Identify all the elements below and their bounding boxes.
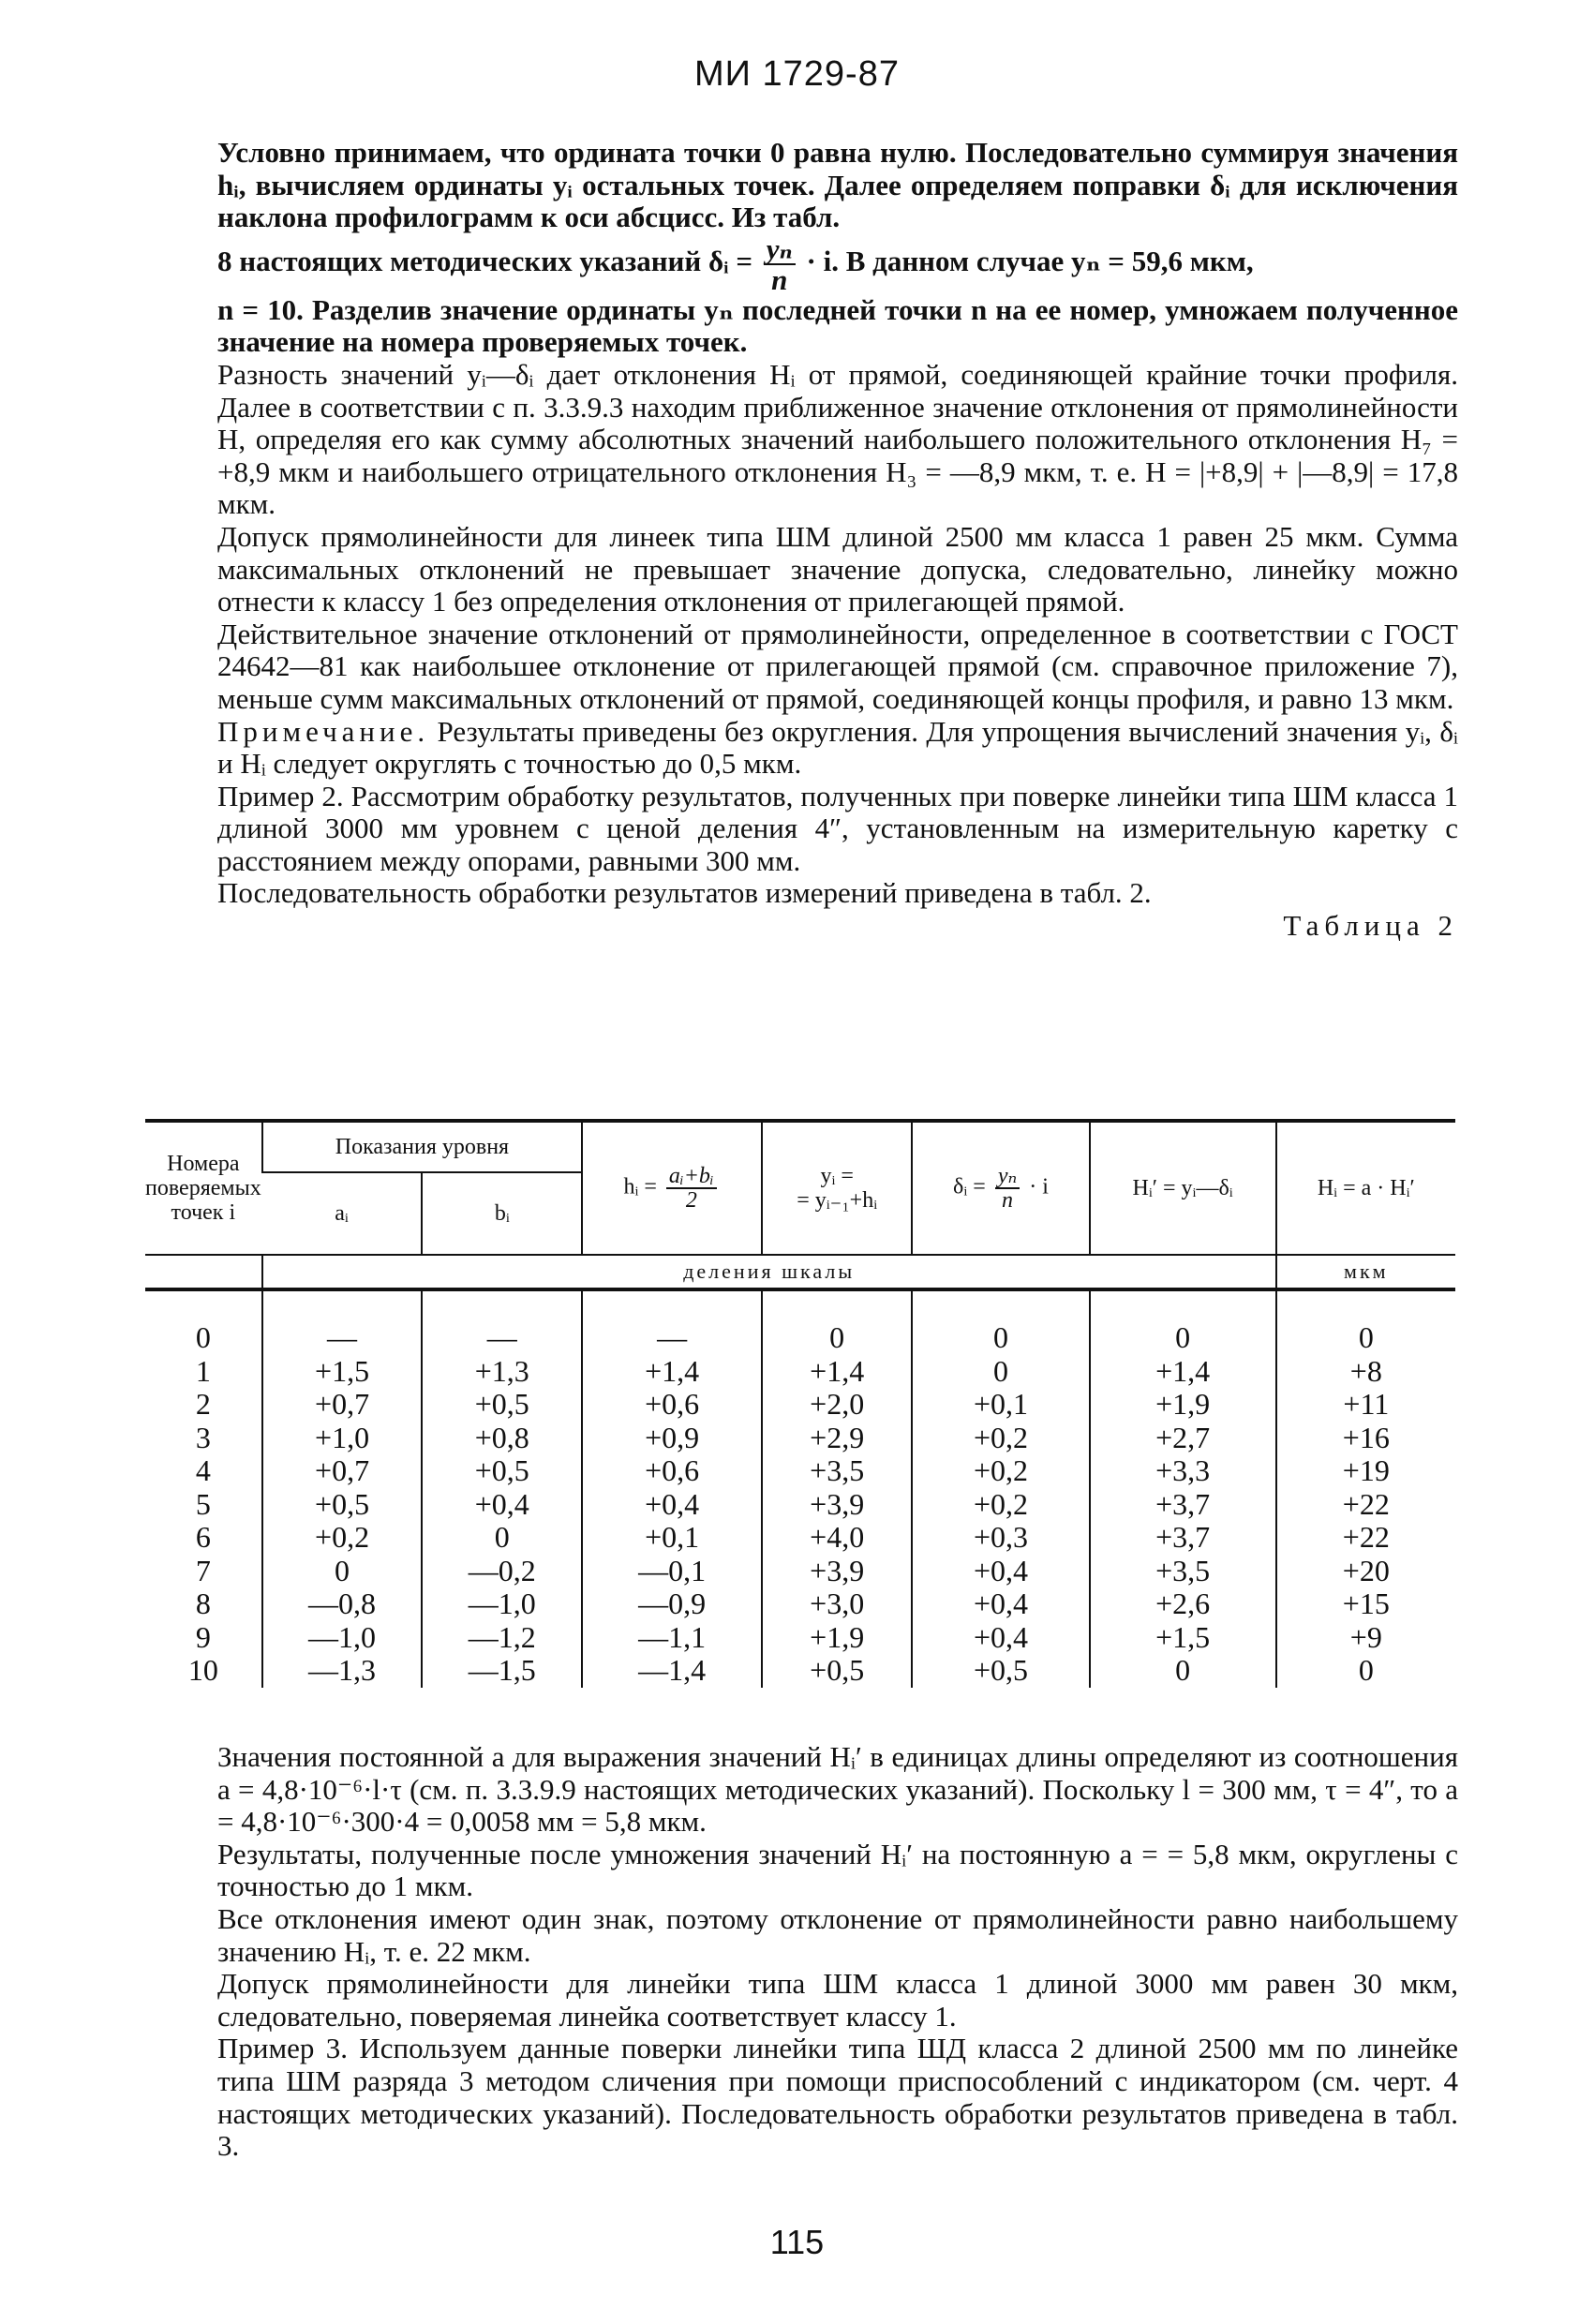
table-cell: +0,2 xyxy=(912,1454,1089,1488)
table-cell: +22 xyxy=(1276,1488,1455,1522)
table-cell: +1,9 xyxy=(1090,1388,1276,1422)
table-body xyxy=(145,1289,1455,1688)
table-cell: +1,3 xyxy=(422,1355,582,1389)
delta-formula-denominator: n xyxy=(771,262,788,296)
paragraph-q3: Все отклонения имеют один знак, поэтому отклонение от прямолинейности равно наибольшему значению Hᵢ, т. е. 22 мкм. xyxy=(217,1901,1458,1968)
table-cell: +9 xyxy=(1276,1621,1455,1655)
table-cell: +2,9 xyxy=(762,1422,912,1455)
results-table xyxy=(145,1119,1455,1688)
units-empty xyxy=(145,1255,262,1289)
table-cell: +0,3 xyxy=(912,1521,1089,1555)
table-cell: +3,0 xyxy=(762,1587,912,1621)
table-cell: 4 xyxy=(195,1453,211,1487)
table-cell: +8 xyxy=(1276,1355,1455,1389)
table-cell: +2,6 xyxy=(1090,1587,1276,1621)
header-hprime: Hᵢ′ = yᵢ—δᵢ xyxy=(1090,1121,1276,1255)
table-cell: —1,1 xyxy=(582,1621,762,1655)
table-cell: +0,5 xyxy=(912,1654,1089,1688)
table-row xyxy=(145,1454,1455,1488)
table-cell: +0,7 xyxy=(262,1454,423,1488)
paragraph-2: Разность значений yᵢ—δᵢ дает отклонения Hᵢ от прямой, соединяющей крайние точки профиля. Далее в соответствии с п. 3.3.9.3 находим приближенное значение отклонения от прямолинейности H, определяя его как сумму абсолютных значений наибольшего положительного отклонения H₇ = +8,9 мкм и наибольшего отрицательного отклонения H₃ = —8,9 мкм, т. е. H = |+8,9| + |—8,9| = 17,8 мкм. xyxy=(217,357,1458,521)
table-cell: 6 xyxy=(195,1520,211,1554)
table-row xyxy=(145,1521,1455,1555)
paragraph-3: Допуск прямолинейности для линеек типа ШМ длиной 2500 мм класса 1 равен 25 мкм. Сумма максимальных отклонений не превышает значение допуска, следовательно, линейку можно отнести к классу 1 без определения отклонения от прилегающей прямой. xyxy=(217,519,1458,618)
table-cell: 0 xyxy=(1276,1654,1455,1688)
table-cell: +0,5 xyxy=(422,1454,582,1488)
table-cell: +19 xyxy=(1276,1454,1455,1488)
paragraph-q5: Пример 3. Используем данные поверки линейки типа ШД класса 2 длиной 2500 мм по линейке типа ШМ разряда 3 методом сличения при помощи приспособлений с индикатором (см. черт. 4 настоящих методических указаний). Последовательность обработки результатов приведена в табл. 3. xyxy=(217,2032,1458,2163)
paragraph-q2: Результаты, полученные после умножения значений Hᵢ′ на постоянную a = = 5,8 мкм, округлены с точностью до 1 мкм. xyxy=(217,1837,1458,1903)
delta-formula-numerator: yₙ xyxy=(764,234,796,265)
table-cell: +3,3 xyxy=(1090,1454,1276,1488)
table-cell: +0,4 xyxy=(582,1488,762,1522)
table-row xyxy=(145,1621,1455,1655)
table-cell: +0,7 xyxy=(262,1388,423,1422)
paragraph-1c: n = 10. Разделив значение ординаты yₙ последней точки n на ее номер, умножаем полученное значение на номера проверяемых точек. xyxy=(217,292,1458,359)
table-cell: 0 xyxy=(912,1289,1089,1355)
table-cell: +1,4 xyxy=(1090,1355,1276,1389)
paragraph-5: Пример 2. Рассмотрим обработку результатов, полученных при поверке линейки типа ШМ класса 1 длиной 3000 мм уровнем с ценой деления 4″, установленным на измерительную каретку с расстоянием между опорами, равными 300 мм. xyxy=(217,779,1458,877)
table-cell: +0,2 xyxy=(912,1422,1089,1455)
table-cell: —1,0 xyxy=(262,1621,423,1655)
header-delta-numerator: yₙ xyxy=(995,1165,1020,1189)
table-cell: 1 xyxy=(195,1353,211,1388)
table-cell: 3 xyxy=(195,1420,211,1454)
header-y-line1: yᵢ = xyxy=(820,1164,854,1188)
header-delta-denominator: n xyxy=(1002,1188,1014,1213)
table-cell: +0,4 xyxy=(912,1621,1089,1655)
table-cell: 0 xyxy=(762,1289,912,1355)
table-cell: —0,2 xyxy=(422,1555,582,1588)
table-cell: +2,0 xyxy=(762,1388,912,1422)
header-delta-rhs: · i xyxy=(1029,1174,1049,1199)
table-cell: +1,0 xyxy=(262,1422,423,1455)
table-cell: +15 xyxy=(1276,1587,1455,1621)
header-h-lhs: hᵢ = xyxy=(623,1174,657,1199)
body-text-upper xyxy=(217,137,1458,943)
table-cell: —0,1 xyxy=(582,1555,762,1588)
table-row xyxy=(145,1488,1455,1522)
header-hfinal: Hᵢ = a · Hᵢ′ xyxy=(1276,1121,1455,1255)
table-cell: +0,1 xyxy=(912,1388,1089,1422)
note-paragraph xyxy=(217,716,1458,781)
table-cell: +2,7 xyxy=(1090,1422,1276,1455)
paragraph-6: Последовательность обработки результатов измерений приведена в табл. 2. xyxy=(217,876,1152,910)
paragraph-1a: Условно принимаем, что ордината точки 0 равна нулю. Последовательно суммируя значения hᵢ, вычисляем ординаты yᵢ остальных точек. Далее определяем поправки δᵢ для исключения наклона профилограмм к оси абсцисс. Из табл. xyxy=(217,136,1458,234)
table-cell: +0,5 xyxy=(422,1388,582,1422)
table-row xyxy=(145,1555,1455,1588)
table-cell: +3,9 xyxy=(762,1488,912,1522)
table-cell: +3,9 xyxy=(762,1555,912,1588)
body-text-lower xyxy=(217,1741,1458,2163)
header-delta xyxy=(912,1121,1089,1255)
table-cell: +0,5 xyxy=(262,1488,423,1522)
table-cell: —1,3 xyxy=(262,1654,423,1688)
table-cell: +0,4 xyxy=(912,1555,1089,1588)
table-cell: —0,8 xyxy=(262,1587,423,1621)
table-cell: +3,7 xyxy=(1090,1521,1276,1555)
table-cell: +0,2 xyxy=(912,1488,1089,1522)
table-cell: +0,6 xyxy=(582,1454,762,1488)
table-cell: +1,5 xyxy=(1090,1621,1276,1655)
table-cell: +16 xyxy=(1276,1422,1455,1455)
table-cell: +4,0 xyxy=(762,1521,912,1555)
header-h-denominator: 2 xyxy=(685,1188,697,1213)
table-cell: +3,5 xyxy=(1090,1555,1276,1588)
table-cell: +0,4 xyxy=(912,1587,1089,1621)
table-cell: 8 xyxy=(195,1587,211,1620)
paragraph-q1: Значения постоянной a для выражения значений Hᵢ′ в единицах длины определяют из соотношения a = 4,8·10⁻⁶·l·τ (см. п. 3.3.9.9 настоящих методических указаний). Поскольку l = 300 мм, τ = 4″, то a = 4,8·10⁻⁶·300·4 = 0,0058 мм = 5,8 мкм. xyxy=(217,1740,1458,1839)
table-row xyxy=(145,1587,1455,1621)
table-cell: +0,6 xyxy=(582,1388,762,1422)
page-number: 115 xyxy=(769,2223,825,2261)
table-cell: 0 xyxy=(195,1320,211,1354)
table-cell: — xyxy=(262,1289,423,1355)
table-cell: +0,5 xyxy=(762,1654,912,1688)
table-cell: —0,9 xyxy=(582,1587,762,1621)
table-row xyxy=(145,1422,1455,1455)
table-cell: 0 xyxy=(1090,1289,1276,1355)
paragraph-q4: Допуск прямолинейности для линейки типа ШМ класса 1 длиной 3000 мм равен 30 мкм, следовательно, поверяемая линейка соответствует классу 1. xyxy=(217,1967,1458,2033)
header-delta-fraction xyxy=(995,1165,1020,1212)
table-cell: +20 xyxy=(1276,1555,1455,1588)
table-cell: 9 xyxy=(195,1619,211,1654)
table-cell: +1,4 xyxy=(762,1355,912,1389)
note-label: Примечание. xyxy=(217,714,430,748)
table-cell: +0,2 xyxy=(262,1521,423,1555)
document-code: МИ 1729-87 xyxy=(694,54,900,94)
header-h-numerator: aᵢ+bᵢ xyxy=(666,1165,717,1189)
header-b: bᵢ xyxy=(422,1172,582,1255)
paragraph-1b-prefix: 8 настоящих методических указаний δᵢ = xyxy=(217,244,753,277)
table-cell: +0,8 xyxy=(422,1422,582,1455)
table-cell: 7 xyxy=(195,1553,211,1587)
table-cell: — xyxy=(422,1289,582,1355)
table-cell: —1,2 xyxy=(422,1621,582,1655)
table-row xyxy=(145,1388,1455,1422)
header-h-fraction xyxy=(666,1165,717,1212)
table-cell: — xyxy=(582,1289,762,1355)
header-a: aᵢ xyxy=(335,1201,349,1226)
table-cell: —1,5 xyxy=(422,1654,582,1688)
table-cell: +1,4 xyxy=(582,1355,762,1389)
table-cell: 0 xyxy=(1276,1289,1455,1355)
paragraph-4: Действительное значение отклонений от прямолинейности, определенное в соответствии с ГОСТ 24642—81 как наибольшее отклонение от прилегающей прямой (см. справочное приложение 7), меньше сумм максимальных отклонений от прямой, соединяющей концы профиля, и равно 13 мкм. xyxy=(217,617,1458,715)
table-cell: +0,1 xyxy=(582,1521,762,1555)
table-cell: 0 xyxy=(912,1355,1089,1389)
table-cell: +3,5 xyxy=(762,1454,912,1488)
table-cell: +11 xyxy=(1276,1388,1455,1422)
header-delta-lhs: δᵢ = xyxy=(953,1174,986,1199)
table-row xyxy=(145,1654,1455,1688)
table-caption: Таблица 2 xyxy=(1283,909,1458,943)
units-um: мкм xyxy=(1276,1255,1455,1289)
table-cell: 0 xyxy=(422,1521,582,1555)
header-points: Номера поверяемых точек i xyxy=(145,1121,262,1255)
table-cell: +22 xyxy=(1276,1521,1455,1555)
table-cell: 5 xyxy=(195,1486,211,1521)
table-row xyxy=(145,1289,1455,1355)
table-cell: +1,5 xyxy=(262,1355,423,1389)
header-h xyxy=(582,1121,762,1255)
table-cell: +0,9 xyxy=(582,1422,762,1455)
units-scale: деления шкалы xyxy=(262,1255,1276,1289)
table-cell: 0 xyxy=(1090,1654,1276,1688)
paragraph-1b-suffix: · i. В данном случае yₙ = 59,6 мкм, xyxy=(806,244,1254,277)
table-cell: 0 xyxy=(262,1555,423,1588)
table-cell: 2 xyxy=(195,1387,211,1421)
paragraph-1b xyxy=(217,231,1458,296)
table-cell: +1,9 xyxy=(762,1621,912,1655)
table-cell: —1,4 xyxy=(582,1654,762,1688)
table-cell: 10 xyxy=(187,1653,218,1687)
header-y xyxy=(762,1121,912,1255)
table-row xyxy=(145,1355,1455,1389)
table-cell: +0,4 xyxy=(422,1488,582,1522)
header-level-readings: Показания уровня xyxy=(262,1121,582,1172)
header-y-line2: = yᵢ₋₁+hᵢ xyxy=(797,1188,878,1213)
table-cell: —1,0 xyxy=(422,1587,582,1621)
delta-formula-fraction xyxy=(764,231,796,296)
note-text: Результаты приведены без округления. Для упрощения вычислений значения yᵢ, δᵢ и Hᵢ следует округлять с точностью до 0,5 мкм. xyxy=(217,714,1458,781)
table-cell: +3,7 xyxy=(1090,1488,1276,1522)
